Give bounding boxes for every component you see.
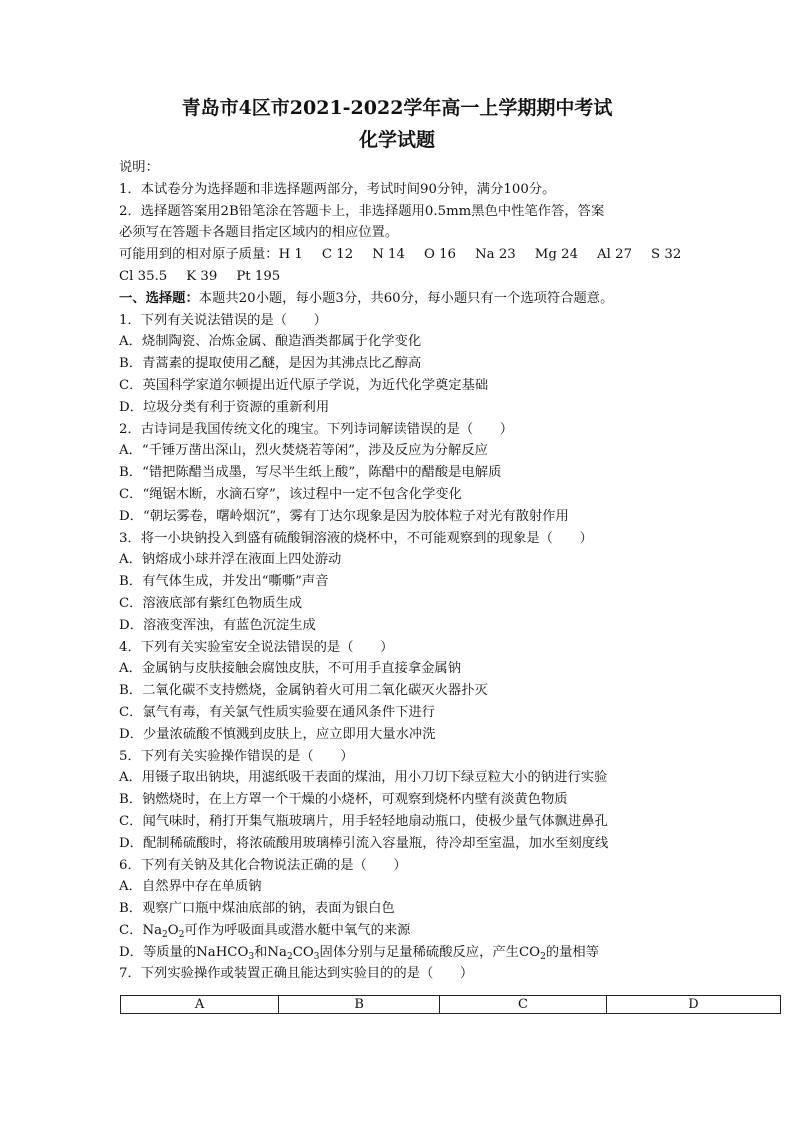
q2-option-c: C．“绳锯木断，水滴石穿”，该过程中一定不包含化学变化 (119, 486, 462, 502)
page-title: 青岛市4区市2021-2022学年高一上学期期中考试 (181, 97, 613, 119)
text-run: 的量相等 (545, 944, 599, 960)
q3-option-c: C．溶液底部有紫红色物质生成 (119, 595, 303, 611)
q2-stem: 2．古诗词是我国传统文化的瑰宝。下列诗词解读错误的是（ ） (119, 421, 514, 437)
text-run: 和Na (254, 944, 287, 960)
section-title: 一、选择题： (119, 290, 199, 306)
q3-stem: 3．将一小块钠投入到盛有硫酸铜溶液的烧杯中，不可能观察到的现象是（ ） (119, 530, 593, 546)
q5-stem: 5．下列有关实验操作错误的是（ ） (119, 748, 354, 764)
note-2b: 必须写在答题卡各题目指定区域内的相应位置。 (119, 225, 399, 241)
q6-stem: 6．下列有关钠及其化合物说法正确的是（ ） (119, 857, 407, 873)
text-run: O (167, 922, 179, 938)
q3-option-b: B．有气体生成，并发出“嘶嘶”声音 (119, 574, 329, 590)
subscript: 3 (313, 951, 320, 962)
atom-item: Cl 35.5 (119, 268, 168, 284)
q4-option-c: C．氯气有毒，有关氯气性质实验要在通风条件下进行 (119, 704, 436, 720)
atom-item: Al 27 (597, 247, 633, 263)
subscript: 2 (162, 929, 168, 940)
atom-item: Na 23 (475, 247, 516, 263)
q6-option-d (119, 942, 679, 964)
page-subtitle: 化学试题 (358, 129, 435, 151)
text-run: CO (292, 944, 314, 960)
subscript: 2 (286, 951, 293, 962)
q4-option-b: B．二氧化碳不支持燃烧，金属钠着火可用二氧化碳灭火器扑灭 (119, 683, 488, 699)
subscript: 3 (248, 951, 255, 962)
table-row (121, 996, 781, 1014)
q4-stem: 4．下列有关实验室安全说法错误的是（ ） (119, 639, 394, 655)
text-run: C．Na (119, 922, 163, 938)
atomic-masses-2 (119, 266, 679, 288)
atom-item: Pt 195 (236, 268, 281, 284)
q7-options-table (120, 995, 781, 1014)
q4-option-d: D．少量浓硫酸不慎溅到皮肤上，应立即用大量水冲洗 (119, 726, 436, 742)
q6-option-a: A．自然界中存在单质钠 (119, 879, 262, 895)
atom-item: S 32 (651, 247, 682, 263)
q4-option-a: A．金属钠与皮肤接触会腐蚀皮肤，不可用手直接拿金属钠 (119, 661, 462, 677)
notes-label: 说明： (119, 160, 159, 175)
q3-option-d: D．溶液变浑浊，有蓝色沉淀生成 (119, 617, 316, 633)
q5-option-d: D．配制稀硫酸时，将浓硫酸用玻璃棒引流入容量瓶，待冷却至室温，加水至刻度线 (119, 835, 609, 851)
subscript: 2 (540, 951, 546, 962)
q1-option-b: B．青蒿素的提取使用乙醚，是因为其沸点比乙醇高 (119, 356, 422, 372)
atom-item: K 39 (186, 268, 218, 284)
exam-body (119, 157, 682, 985)
atomic-masses (119, 244, 682, 266)
text-run: 固体分别与足量稀硫酸反应，产生CO (319, 944, 541, 960)
table-header-cell: C (440, 996, 607, 1014)
q6-option-b: B．观察广口瓶中煤油底部的钠，表面为银白色 (119, 901, 395, 917)
atom-item: O 16 (423, 247, 457, 263)
q5-option-a: A．用镊子取出钠块，用滤纸吸干表面的煤油，用小刀切下绿豆粒大小的钠进行实验 (119, 770, 608, 786)
q7-stem: 7．下列实验操作或装置正确且能达到实验目的的是（ ） (119, 966, 474, 982)
q5-option-c: C．闻气味时，稍打开集气瓶玻璃片，用手轻轻地扇动瓶口，使极少量气体飘进鼻孔 (119, 813, 608, 829)
q2-option-d: D．“朝坛雾卷，曙岭烟沉”，雾有丁达尔现象是因为胶体粒子对光有散射作用 (119, 508, 569, 524)
atom-item: N 14 (372, 247, 405, 263)
section-heading (119, 288, 679, 310)
q6-option-c (119, 920, 679, 942)
text-run: D．等质量的NaHCO (119, 944, 249, 960)
q1-option-d: D．垃圾分类有利于资源的重新利用 (119, 399, 330, 415)
note-2a: 2．选择题答案用2B铅笔涂在答题卡上，非选择题用0.5mm黑色中性笔作答，答案 (119, 203, 605, 219)
atom-item: C 12 (321, 247, 354, 263)
q1-option-a: A．烧制陶瓷、冶炼金属、酿造酒类都属于化学变化 (119, 334, 422, 350)
table-header-cell: D (606, 996, 780, 1014)
section-desc: 本题共20小题，每小题3分，共60分，每小题只有一个选项符合题意。 (198, 290, 614, 306)
atom-item: Mg 24 (534, 247, 579, 263)
atoms-label: 可能用到的相对原子质量： (119, 247, 279, 263)
q1-option-c: C．英国科学家道尔顿提出近代原子学说，为近代化学奠定基础 (119, 377, 489, 393)
q2-option-a: A．“千锤万凿出深山，烈火焚烧若等闲”，涉及反应为分解反应 (119, 443, 488, 459)
text-run: 可作为呼吸面具或潜水艇中氧气的来源 (184, 922, 411, 938)
table-header-cell: B (279, 996, 440, 1014)
table-header-cell: A (121, 996, 279, 1014)
subscript: 2 (178, 929, 185, 940)
q2-option-b: B．“错把陈醋当成墨，写尽半生纸上酸”，陈醋中的醋酸是电解质 (119, 465, 502, 481)
note-1: 1．本试卷分为选择题和非选择题两部分，考试时间90分钟，满分100分。 (119, 181, 556, 197)
q3-option-a: A．钠熔成小球并浮在液面上四处游动 (119, 552, 342, 568)
atom-item: H 1 (278, 247, 303, 263)
q1-stem: 1．下列有关说法错误的是（ ） (119, 312, 327, 328)
q5-option-b: B．钠燃烧时，在上方罩一个干燥的小烧杯，可观察到烧杯内壁有淡黄色物质 (119, 792, 568, 808)
